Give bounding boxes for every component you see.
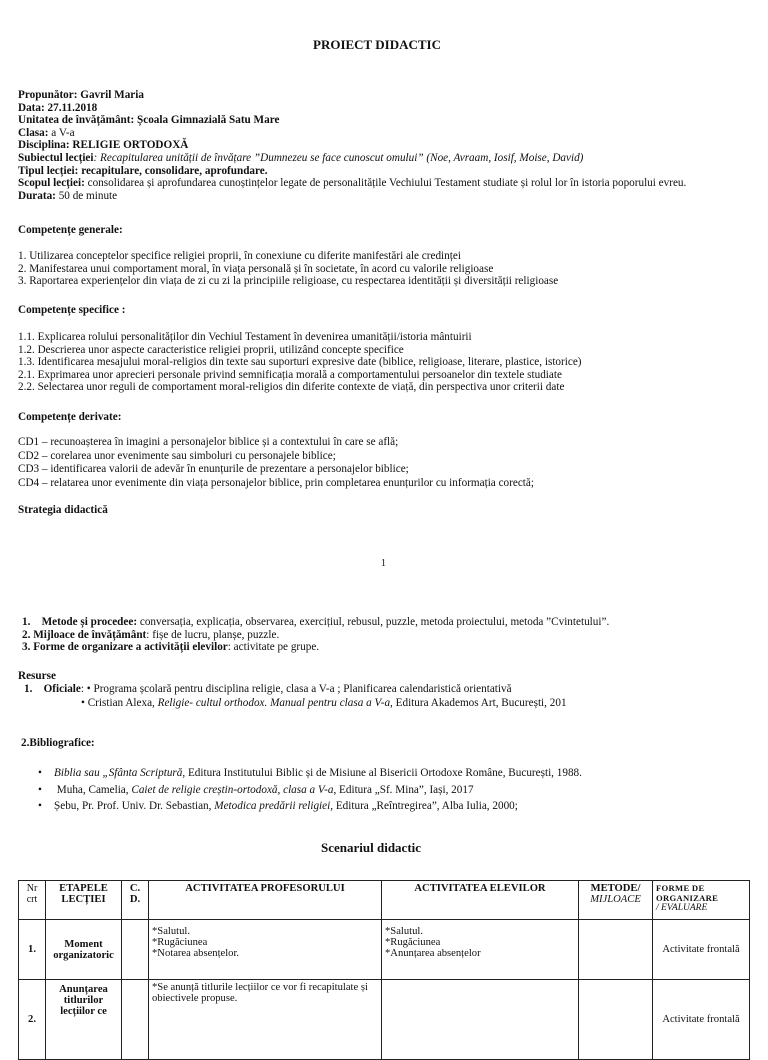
resurse-manual: • Cristian Alexa, Religie- cultul orthodox. Manual pentru clasa a V-a, Editura Akademos Art, București, 201 bbox=[81, 697, 567, 709]
col-activitatea-profesorului: ACTIVITATEA PROFESORULUI bbox=[149, 881, 382, 920]
scenariu-heading: Scenariul didactic bbox=[321, 840, 422, 855]
competente-generale-heading: Competențe generale: bbox=[18, 224, 123, 236]
strategia-heading: Strategia didactică bbox=[18, 504, 108, 516]
competente-specifice-heading: Competențe specifice : bbox=[18, 304, 126, 316]
list-item: CD1 – recunoașterea în imagini a personajelor biblice și a contextului în care se află; bbox=[18, 436, 399, 448]
list-item: 1.3. Identificarea mesajului moral-religios din texte sau suporturi expresive date (biblice, religioase, literare, plastice, istorice) bbox=[18, 356, 582, 369]
list-item: 3. Raportarea experiențelor din viața de zi cu zi la principiile religioase, cu respectarea identității și diversității religioase bbox=[18, 275, 559, 288]
competente-generale-list bbox=[18, 250, 558, 288]
strategia-list: 1. Metode și procedee: conversația, explicația, observarea, exercițiul, rebusul, puzzle, metoda proiectului, metoda ”Cvintetului”. 2. Mijloace de învățământ: fișe de lucru, planșe, puzzle. 3. Forme de organizare a activității elevilor: activitate pe grupe. bbox=[22, 616, 610, 654]
col-etape: ETAPELE LECȚIEI bbox=[46, 881, 122, 920]
list-item: 1. Utilizarea conceptelor specifice religiei proprii, în conexiune cu diferite manifestări ale credinței bbox=[18, 250, 461, 262]
list-item: CD4 – relatarea unor evenimente din viața personajelor biblice, prin completarea enunțurilor cu informația corectă; bbox=[18, 476, 534, 489]
document-title: PROIECT DIDACTIC bbox=[313, 37, 441, 52]
list-item: 2.2. Selectarea unor reguli de comportament moral-religios din diferite contexte de viață, din perspectiva unor criterii date bbox=[18, 381, 565, 394]
list-item: • Muha, Camelia, Caiet de religie creștin-ortodoxă, clasa a V-a, Editura „Sf. Mina”, Iași, 2017 bbox=[38, 783, 474, 796]
list-item: 2. Manifestarea unui comportament moral, în viața personală și în societate, în acord cu valorile religioase bbox=[18, 262, 494, 275]
resurse-oficiale: 1. Oficiale: • Programa școlară pentru disciplina religie, clasa a V-a ; Planificarea calendaristică orientativă bbox=[24, 683, 512, 695]
col-cd: C. D. bbox=[122, 881, 149, 920]
table-row: 1. Moment organizatoric *Salutul. *Rugăciunea *Notarea absențelor. *Salutul. *Rugăciunea *Anunțarea absențelor Activitate frontală bbox=[19, 920, 750, 980]
resurse-heading: Resurse bbox=[18, 670, 56, 682]
list-item: 1.2. Descrierea unor aspecte caracteristice religiei proprii, utilizând concepte specifice bbox=[18, 343, 404, 356]
col-metode: METODE/ MIJLOACE bbox=[579, 881, 653, 920]
col-activitatea-elevilor: ACTIVITATEA ELEVILOR bbox=[382, 881, 579, 920]
competente-specifice-list bbox=[18, 331, 582, 394]
list-item: • Biblia sau „Sfânta Scriptură, Editura Institutului Biblic și de Misiune al Bisericii Ortodoxe Române, București, 1988. bbox=[38, 767, 582, 779]
scenariu-table bbox=[18, 880, 750, 1060]
list-item: 1.1. Explicarea rolului personalităților din Vechiul Testament în devenirea umanității/istoria mântuirii bbox=[18, 331, 472, 343]
bibliografice-list bbox=[38, 765, 582, 815]
list-item: CD3 – identificarea valorii de adevăr în enunțurile de prezentare a personajelor biblice; bbox=[18, 463, 409, 475]
header-info: Propunător: Gavril Maria Data: 27.11.2018 Unitatea de învățământ: Școala Gimnazială Satu Mare Clasa: a V-a Disciplina: RELIGIE ORTODOXĂ Subiectul lecției: Recapitularea unității de învățare ”Dumnezeu se face cunoscut omului” (Noe, Avraam, Iosif, Moise, David) Tipul lecției: recapitulare, consolidare, aprofundare. Scopul lecției: consolidarea și aprofundarea cunoștințelor legate de personalitățile Vechiului Testament studiate și rolul lor în istoria poporului evreu. Durata: 50 de minute bbox=[18, 89, 687, 202]
page-number: 1 bbox=[381, 558, 386, 569]
list-item: 2.1. Exprimarea unor aprecieri personale privind semnificația morală a comportamentului persoanelor din textele studiate bbox=[18, 368, 562, 381]
list-item: CD2 – corelarea unor evenimente sau simboluri cu personajele biblice; bbox=[18, 449, 336, 462]
competente-derivate-list bbox=[18, 436, 534, 490]
list-item: • Șebu, Pr. Prof. Univ. Dr. Sebastian, Metodica predării religiei, Editura „Reîntregirea”, Alba Iulia, 2000; bbox=[38, 800, 518, 812]
col-nr: Nr crt bbox=[19, 881, 46, 920]
bibliografice-heading: 2.Bibliografice: bbox=[21, 737, 95, 749]
table-row: 2. Anunțarea titlurilor lecțiilor ce *Se anunță titlurile lecțiilor ce vor fi recapitulate și obiectivele propuse. Activitate frontală bbox=[19, 980, 750, 1060]
col-forme: FORME DE ORGANIZARE / EVALUARE bbox=[653, 881, 750, 920]
table-header-row bbox=[19, 881, 750, 920]
competente-derivate-heading: Competențe derivate: bbox=[18, 411, 122, 423]
